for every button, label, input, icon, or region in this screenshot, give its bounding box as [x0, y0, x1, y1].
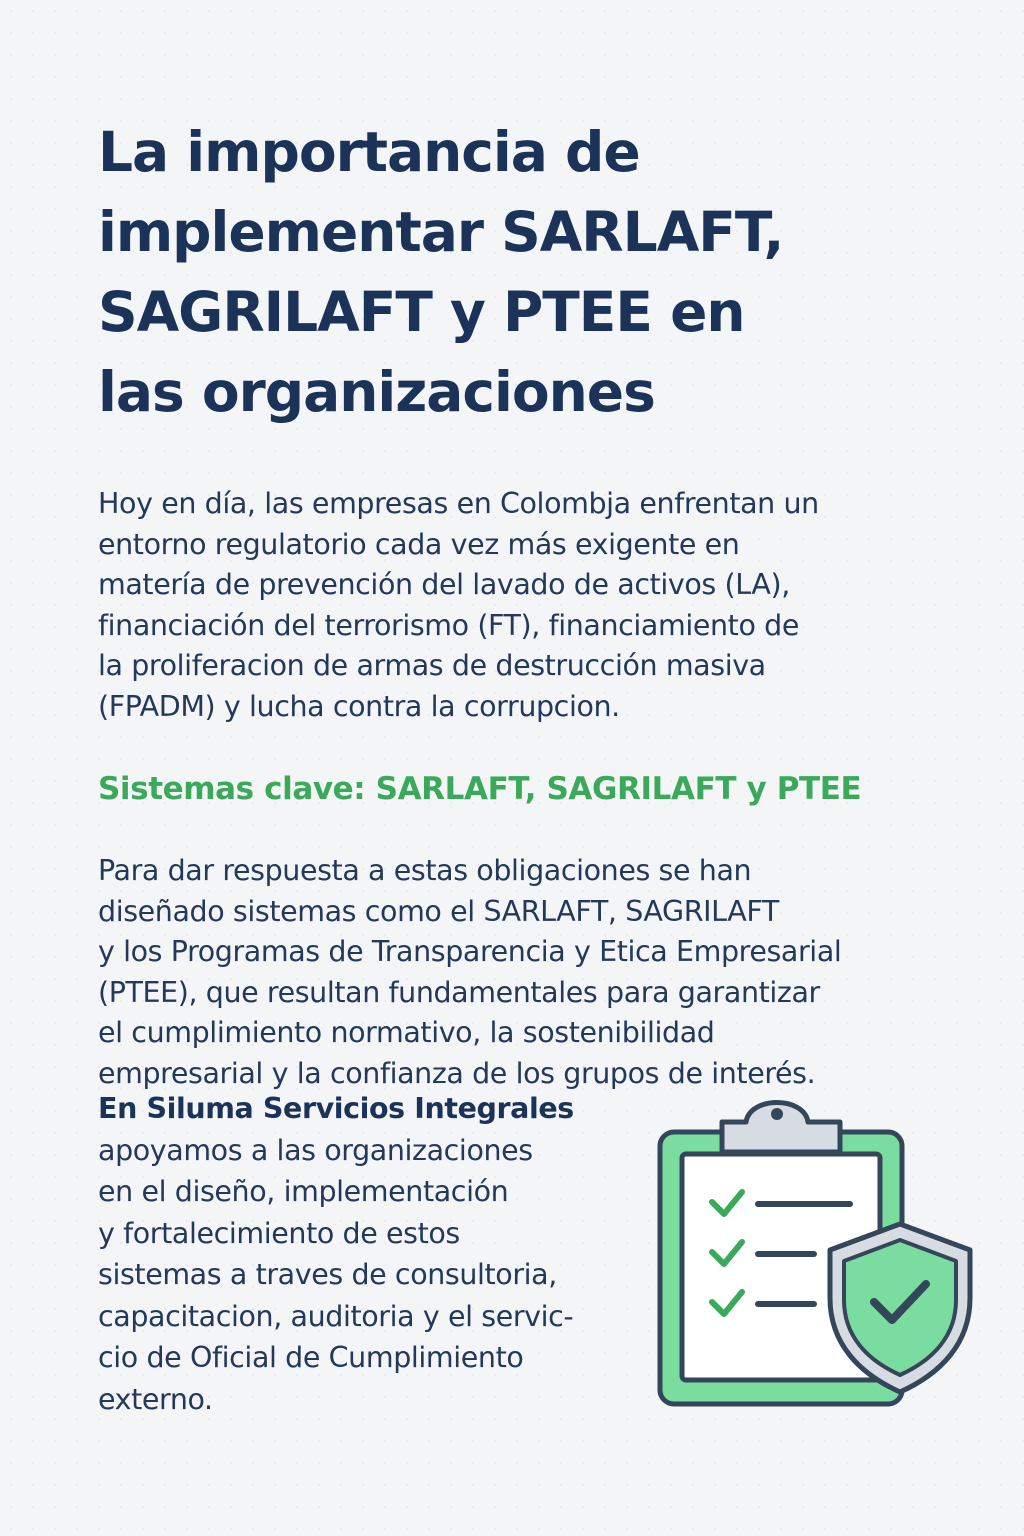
title-line: implementar SARLAFT, — [98, 200, 784, 264]
closing-paragraph — [98, 1088, 638, 1420]
closing-line: en el diseño, implementación — [98, 1175, 509, 1208]
company-name: En Siluma Servicios Integrales — [98, 1092, 574, 1125]
body-line: (PTEE), que resultan fundamentales para garantizar — [98, 975, 820, 1009]
body-line: y los Programas de Transparencia y Etica Empresarial — [98, 935, 842, 968]
title-line: La importancia de — [98, 120, 640, 184]
page-title — [98, 112, 858, 432]
intro-line: financiación del terrorismo (FT), financiamiento de — [98, 608, 799, 642]
article — [98, 112, 928, 1094]
closing-line: sistemas a traves de consultoria, — [98, 1258, 557, 1291]
closing-line: y fortalecimiento de estos — [98, 1216, 460, 1250]
closing-line: externo. — [98, 1382, 213, 1416]
intro-line: entorno regulatorio cada vez más exigente en — [98, 527, 740, 561]
clipboard-shield-icon — [654, 1088, 980, 1418]
clipboard-clip-hole — [771, 1108, 783, 1120]
body-line: diseñado sistemas como el SARLAFT, SAGRILAFT — [98, 894, 779, 928]
body-line: empresarial y la confianza de los grupos de interés. — [98, 1056, 816, 1090]
title-line: SAGRILAFT y PTEE en — [98, 280, 745, 344]
intro-paragraph — [98, 484, 928, 727]
intro-line: Hoy en día, las empresas en Colombja enfrentan un — [98, 487, 819, 520]
closing-line: apoyamos a las organizaciones — [98, 1133, 533, 1167]
closing-section — [98, 1088, 978, 1428]
body-paragraph — [98, 851, 898, 1094]
intro-line: la proliferacion de armas de destrucción masiva — [98, 649, 766, 682]
title-line: las organizaciones — [98, 360, 655, 424]
intro-line: matería de prevención del lavado de activos (LA), — [98, 568, 790, 601]
body-line: el cumplimiento normativo, la sostenibilidad — [98, 1016, 715, 1049]
section-heading: Sistemas clave: SARLAFT, SAGRILAFT y PTEE — [98, 771, 862, 807]
body-line: Para dar respuesta a estas obligaciones se han — [98, 854, 752, 887]
intro-line: (FPADM) y lucha contra la corrupcion. — [98, 689, 620, 723]
closing-line: capacitacion, auditoria y el servic- — [98, 1299, 574, 1333]
closing-line: cio de Oficial de Cumplimiento — [98, 1341, 524, 1374]
